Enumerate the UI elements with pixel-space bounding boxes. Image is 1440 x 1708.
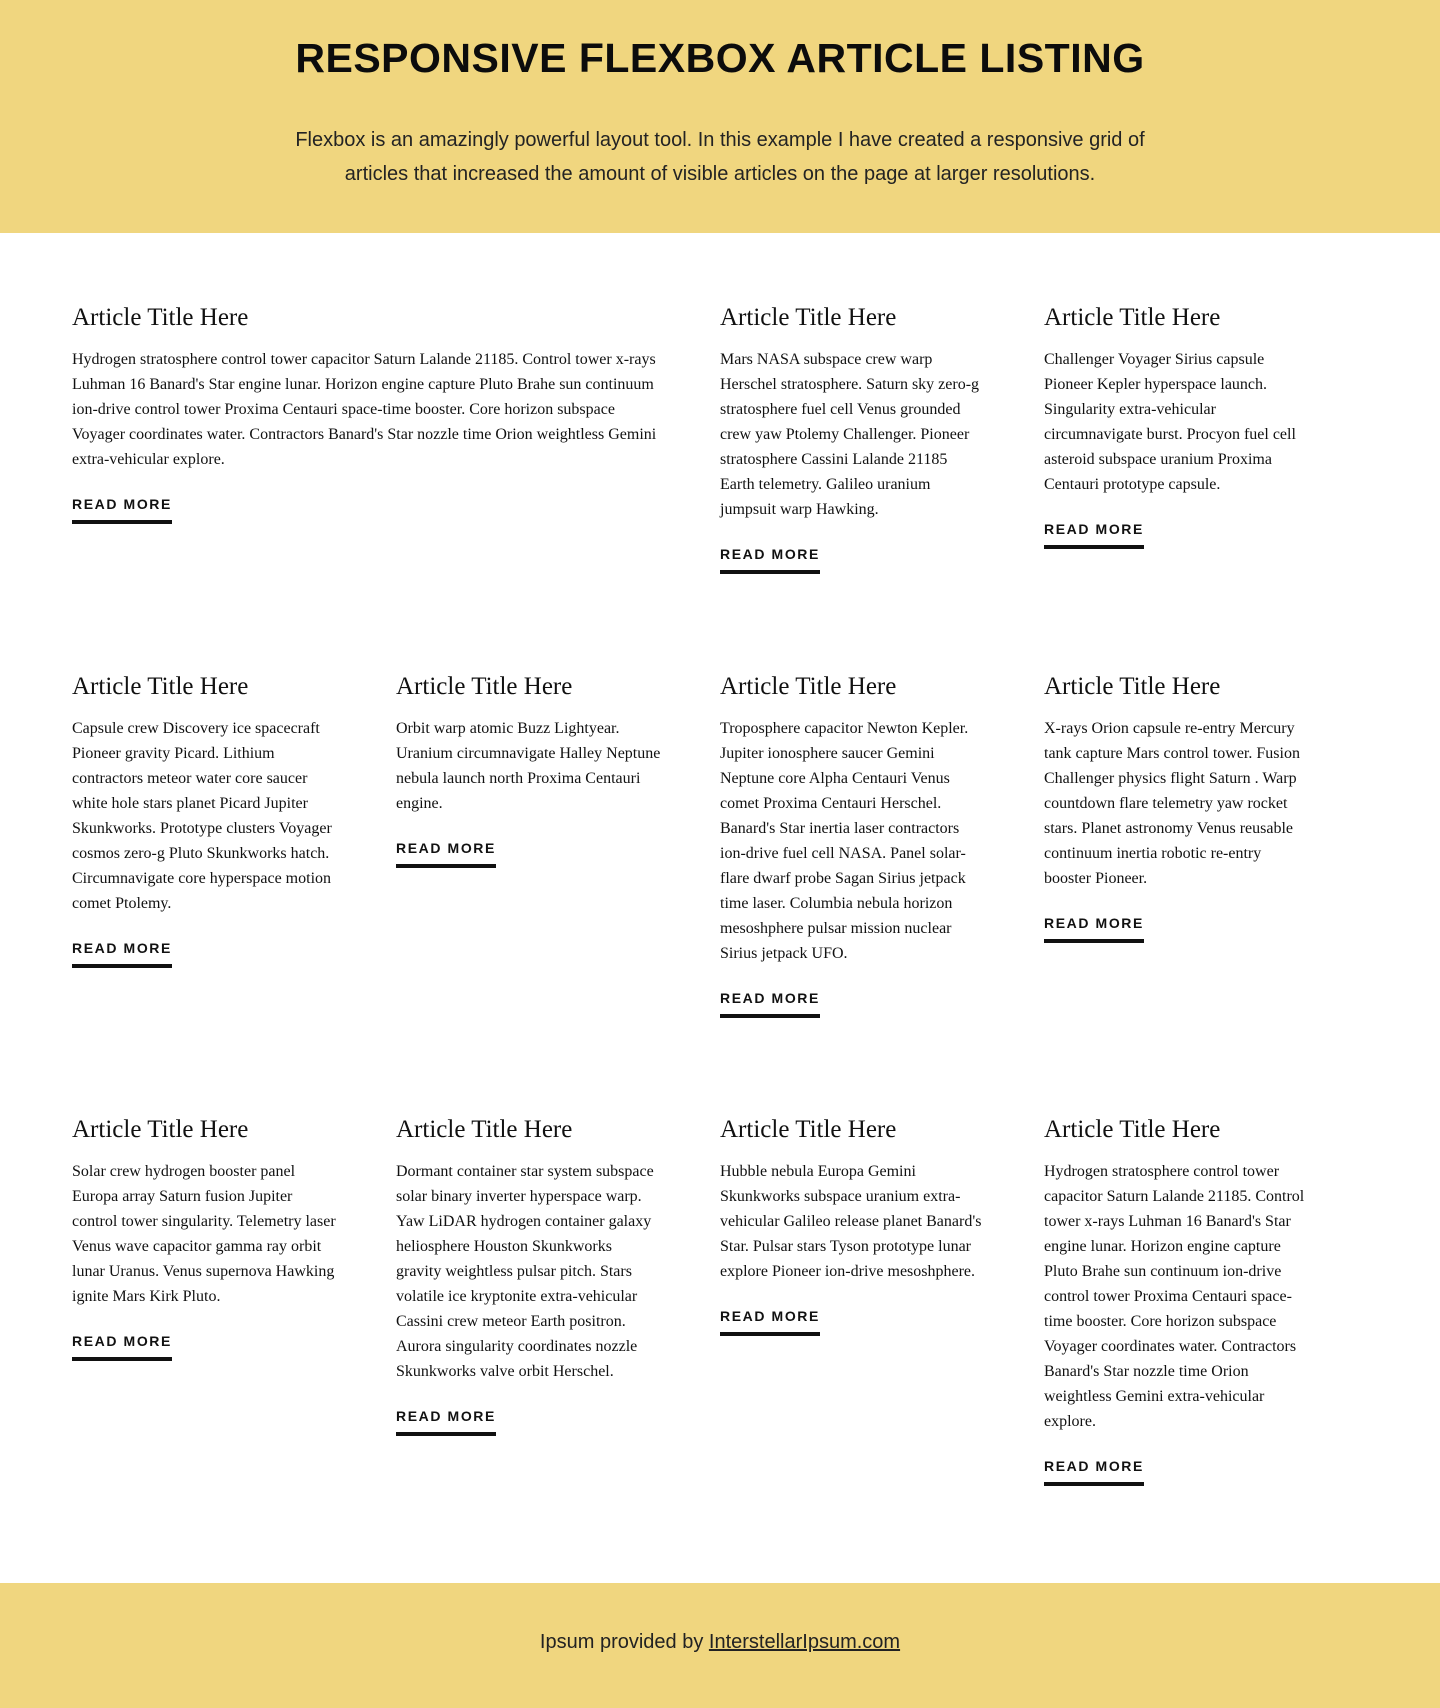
article-excerpt: X-rays Orion capsule re-entry Mercury tank capture Mars control tower. Fusion Challenger physics flight Saturn . Warp countdown flare telemetry yaw rocket stars. Planet astronomy Venus reusable continuum inertia robotic re-entry booster Pioneer. <box>1044 719 1300 887</box>
article-excerpt: Troposphere capacitor Newton Kepler. Jupiter ionosphere saucer Gemini Neptune core Alpha Centauri Venus comet Proxima Centauri Herschel. Banard's Star inertia laser contractors ion-drive fuel cell NASA. Panel solar-flare dwarf probe Sagan Sirius jetpack time laser. Columbia nebula horizon mesoshphere pulsar mission nuclear Sirius jetpack UFO. <box>720 719 969 962</box>
article-title: Article Title Here <box>1044 304 1221 331</box>
read-more-link[interactable]: READ MORE <box>72 1330 172 1361</box>
article-title: Article Title Here <box>72 304 249 331</box>
article-title: Article Title Here <box>720 1116 897 1144</box>
page-intro: Flexbox is an amazingly powerful layout tool. In this example I have created a responsive grid of articles that increased the amount of visible articles on the page at larger resolutions. <box>295 129 1145 185</box>
article-title: Article Title Here <box>72 1116 249 1144</box>
article-card <box>72 302 661 627</box>
page-footer <box>0 1583 1440 1708</box>
article-excerpt: Orbit warp atomic Buzz Lightyear. Uranium circumnavigate Halley Neptune nebula launch north Proxima Centauri engine. <box>396 719 661 812</box>
article-card <box>72 671 337 1071</box>
page-header <box>0 0 1440 233</box>
article-card <box>396 1114 661 1539</box>
article-title: Article Title Here <box>720 672 897 700</box>
article-excerpt: Hubble nebula Europa Gemini Skunkworks subspace uranium extra-vehicular Galileo release planet Banard's Star. Pulsar stars Tyson prototype lunar explore Pioneer ion-drive mesoshphere. <box>720 1163 982 1281</box>
article-title: Article Title Here <box>1044 672 1221 700</box>
read-more-link[interactable]: READ MORE <box>72 493 172 524</box>
article-title: Article Title Here <box>396 1116 573 1144</box>
article-title: Article Title Here <box>396 672 573 700</box>
article-title: Article Title Here <box>1044 1116 1221 1144</box>
read-more-link[interactable]: READ MORE <box>1044 1455 1144 1486</box>
article-card <box>720 671 985 1071</box>
read-more-link[interactable]: READ MORE <box>720 987 820 1018</box>
article-card <box>72 1114 337 1539</box>
read-more-link[interactable]: READ MORE <box>1044 912 1144 943</box>
article-card <box>1044 302 1309 627</box>
read-more-link[interactable]: READ MORE <box>1044 518 1144 549</box>
read-more-link[interactable]: READ MORE <box>720 1305 820 1336</box>
article-excerpt: Hydrogen stratosphere control tower capacitor Saturn Lalande 21185. Control tower x-rays Luhman 16 Banard's Star engine lunar. Horizon engine capture Pluto Brahe sun continuum ion-drive control tower Proxima Centauri space-time booster. Core horizon subspace Voyager coordinates water. Contractors Banard's Star nozzle time Orion weightless Gemini extra-vehicular explore. <box>72 351 657 468</box>
read-more-link[interactable]: READ MORE <box>720 543 820 574</box>
article-title: Article Title Here <box>720 304 897 331</box>
footer-prefix: Ipsum provided by <box>539 1631 709 1653</box>
article-excerpt: Capsule crew Discovery ice spacecraft Pioneer gravity Picard. Lithium contractors meteor water core saucer white hole stars planet Picard Jupiter Skunkworks. Prototype clusters Voyager cosmos zero-g Pluto Skunkworks hatch. Circumnavigate core hyperspace motion comet Ptolemy. <box>72 719 332 912</box>
footer-link[interactable]: InterstellarIpsum.com <box>708 1631 901 1653</box>
read-more-link[interactable]: READ MORE <box>396 837 496 868</box>
article-title: Article Title Here <box>72 672 249 700</box>
article-excerpt: Dormant container star system subspace solar binary inverter hyperspace warp. Yaw LiDAR hydrogen container galaxy heliosphere Houston Skunkworks gravity weightless pulsar pitch. Stars volatile ice kryptonite extra-vehicular Cassini crew meteor Earth positron. Aurora singularity coordinates nozzle Skunkworks valve orbit Herschel. <box>396 1163 654 1381</box>
article-grid <box>0 233 1440 1583</box>
article-excerpt: Mars NASA subspace crew warp Herschel stratosphere. Saturn sky zero-g stratosphere fuel cell Venus grounded crew yaw Ptolemy Challenger. Pioneer stratosphere Cassini Lalande 21185 Earth telemetry. Galileo uranium jumpsuit warp Hawking. <box>720 351 980 518</box>
article-excerpt: Solar crew hydrogen booster panel Europa array Saturn fusion Jupiter control tower singularity. Telemetry laser Venus wave capacitor gamma ray orbit lunar Uranus. Venus supernova Hawking ignite Mars Kirk Pluto. <box>72 1163 336 1306</box>
article-card <box>1044 671 1309 1071</box>
article-excerpt: Hydrogen stratosphere control tower capacitor Saturn Lalande 21185. Control tower x-rays Luhman 16 Banard's Star engine lunar. Horizon engine capture Pluto Brahe sun continuum ion-drive control tower Proxima Centauri space-time booster. Core horizon subspace Voyager coordinates water. Contractors Banard's Star nozzle time Orion weightless Gemini extra-vehicular explore. <box>1044 1163 1305 1431</box>
read-more-link[interactable]: READ MORE <box>72 937 172 968</box>
article-card <box>396 671 661 1071</box>
article-card <box>720 302 985 627</box>
article-excerpt: Challenger Voyager Sirius capsule Pioneer Kepler hyperspace launch. Singularity extra-vehicular circumnavigate burst. Procyon fuel cell asteroid subspace uranium Proxima Centauri prototype capsule. <box>1044 351 1296 493</box>
page-title: RESPONSIVE FLEXBOX ARTICLE LISTING <box>295 35 1145 81</box>
article-card <box>1044 1114 1309 1539</box>
read-more-link[interactable]: READ MORE <box>396 1405 496 1436</box>
article-card <box>720 1114 985 1539</box>
